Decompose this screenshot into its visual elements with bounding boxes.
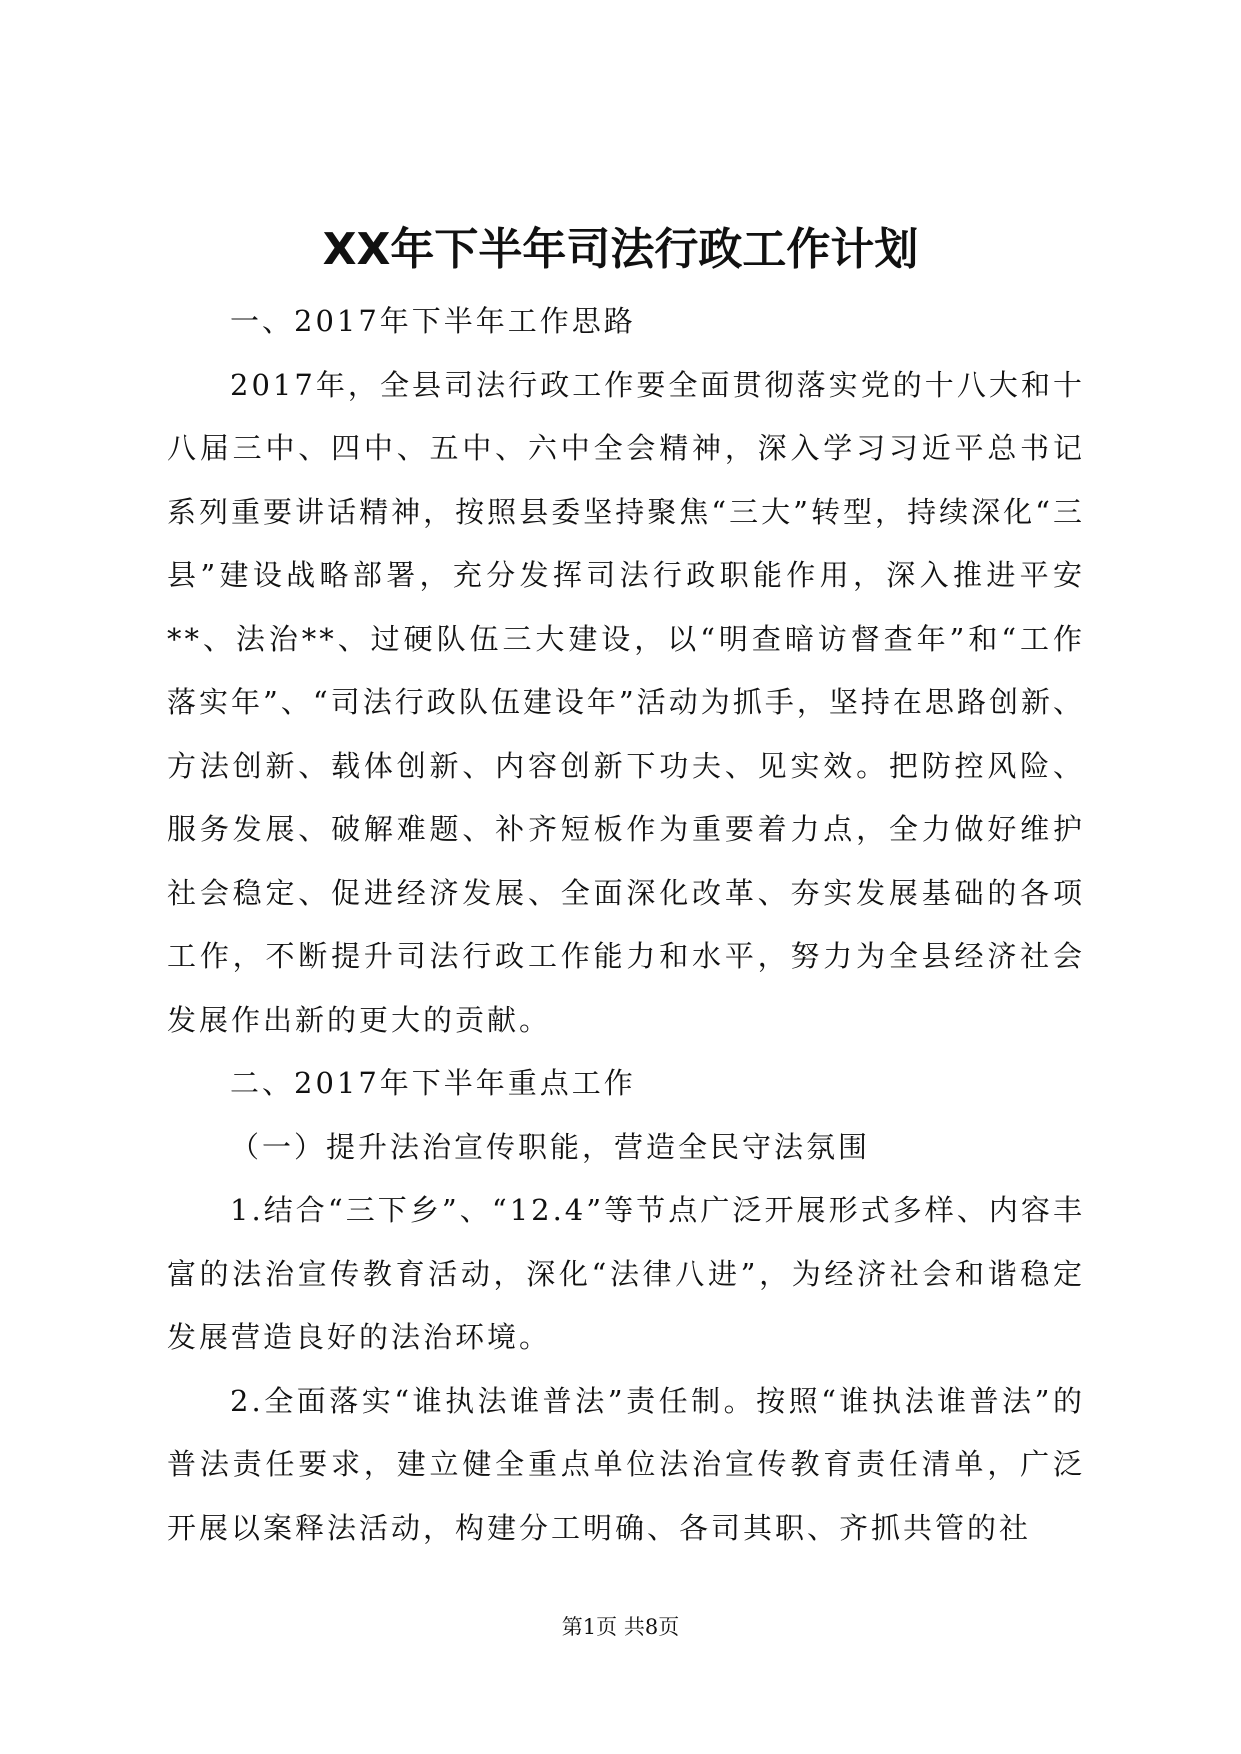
body-paragraph: 2017年，全县司法行政工作要全面贯彻落实党的十八大和十八届三中、四中、五中、六中全会精神，深入学习习近平总书记系列重要讲话精神，按照县委坚持聚焦“三大”转型，持续深化“三县”建设战略部署，充分发挥司法行政职能作用，深入推进平安**、法治**、过硬队伍三大建设，以“明查暗访督查年”和“工作落实年”、“司法行政队伍建设年”活动为抓手，坚持在思路创新、方法创新、载体创新、内容创新下功夫、见实效。把防控风险、服务发展、破解难题、补齐短板作为重要着力点，全力做好维护社会稳定、促进经济发展、全面深化改革、夯实发展基础的各项工作，不断提升司法行政工作能力和水平，努力为全县经济社会发展作出新的更大的贡献。 bbox=[167, 367, 1085, 1037]
document-title: XX年下半年司法行政工作计划 bbox=[322, 224, 919, 275]
body-paragraph: 1.结合“三下乡”、“12.4”等节点广泛开展形式多样、内容丰富的法治宣传教育活动，深化“法律八进”，为经济社会和谐稳定发展营造良好的法治环境。 bbox=[167, 1193, 1085, 1354]
document-body bbox=[167, 290, 1085, 1560]
body-paragraph: 2.全面落实“谁执法谁普法”责任制。按照“谁执法谁普法”的普法责任要求，建立健全重点单位法治宣传教育责任清单，广泛开展以案释法活动，构建分工明确、各司其职、齐抓共管的社 bbox=[167, 1383, 1085, 1545]
page-number-footer: 第1页 共8页 bbox=[561, 1615, 680, 1639]
section-heading-1: 一、2017年下半年工作思路 bbox=[230, 304, 636, 338]
subsection-heading: （一）提升法治宣传职能，营造全民守法氛围 bbox=[230, 1129, 871, 1164]
section-heading-2: 二、2017年下半年重点工作 bbox=[230, 1066, 636, 1100]
